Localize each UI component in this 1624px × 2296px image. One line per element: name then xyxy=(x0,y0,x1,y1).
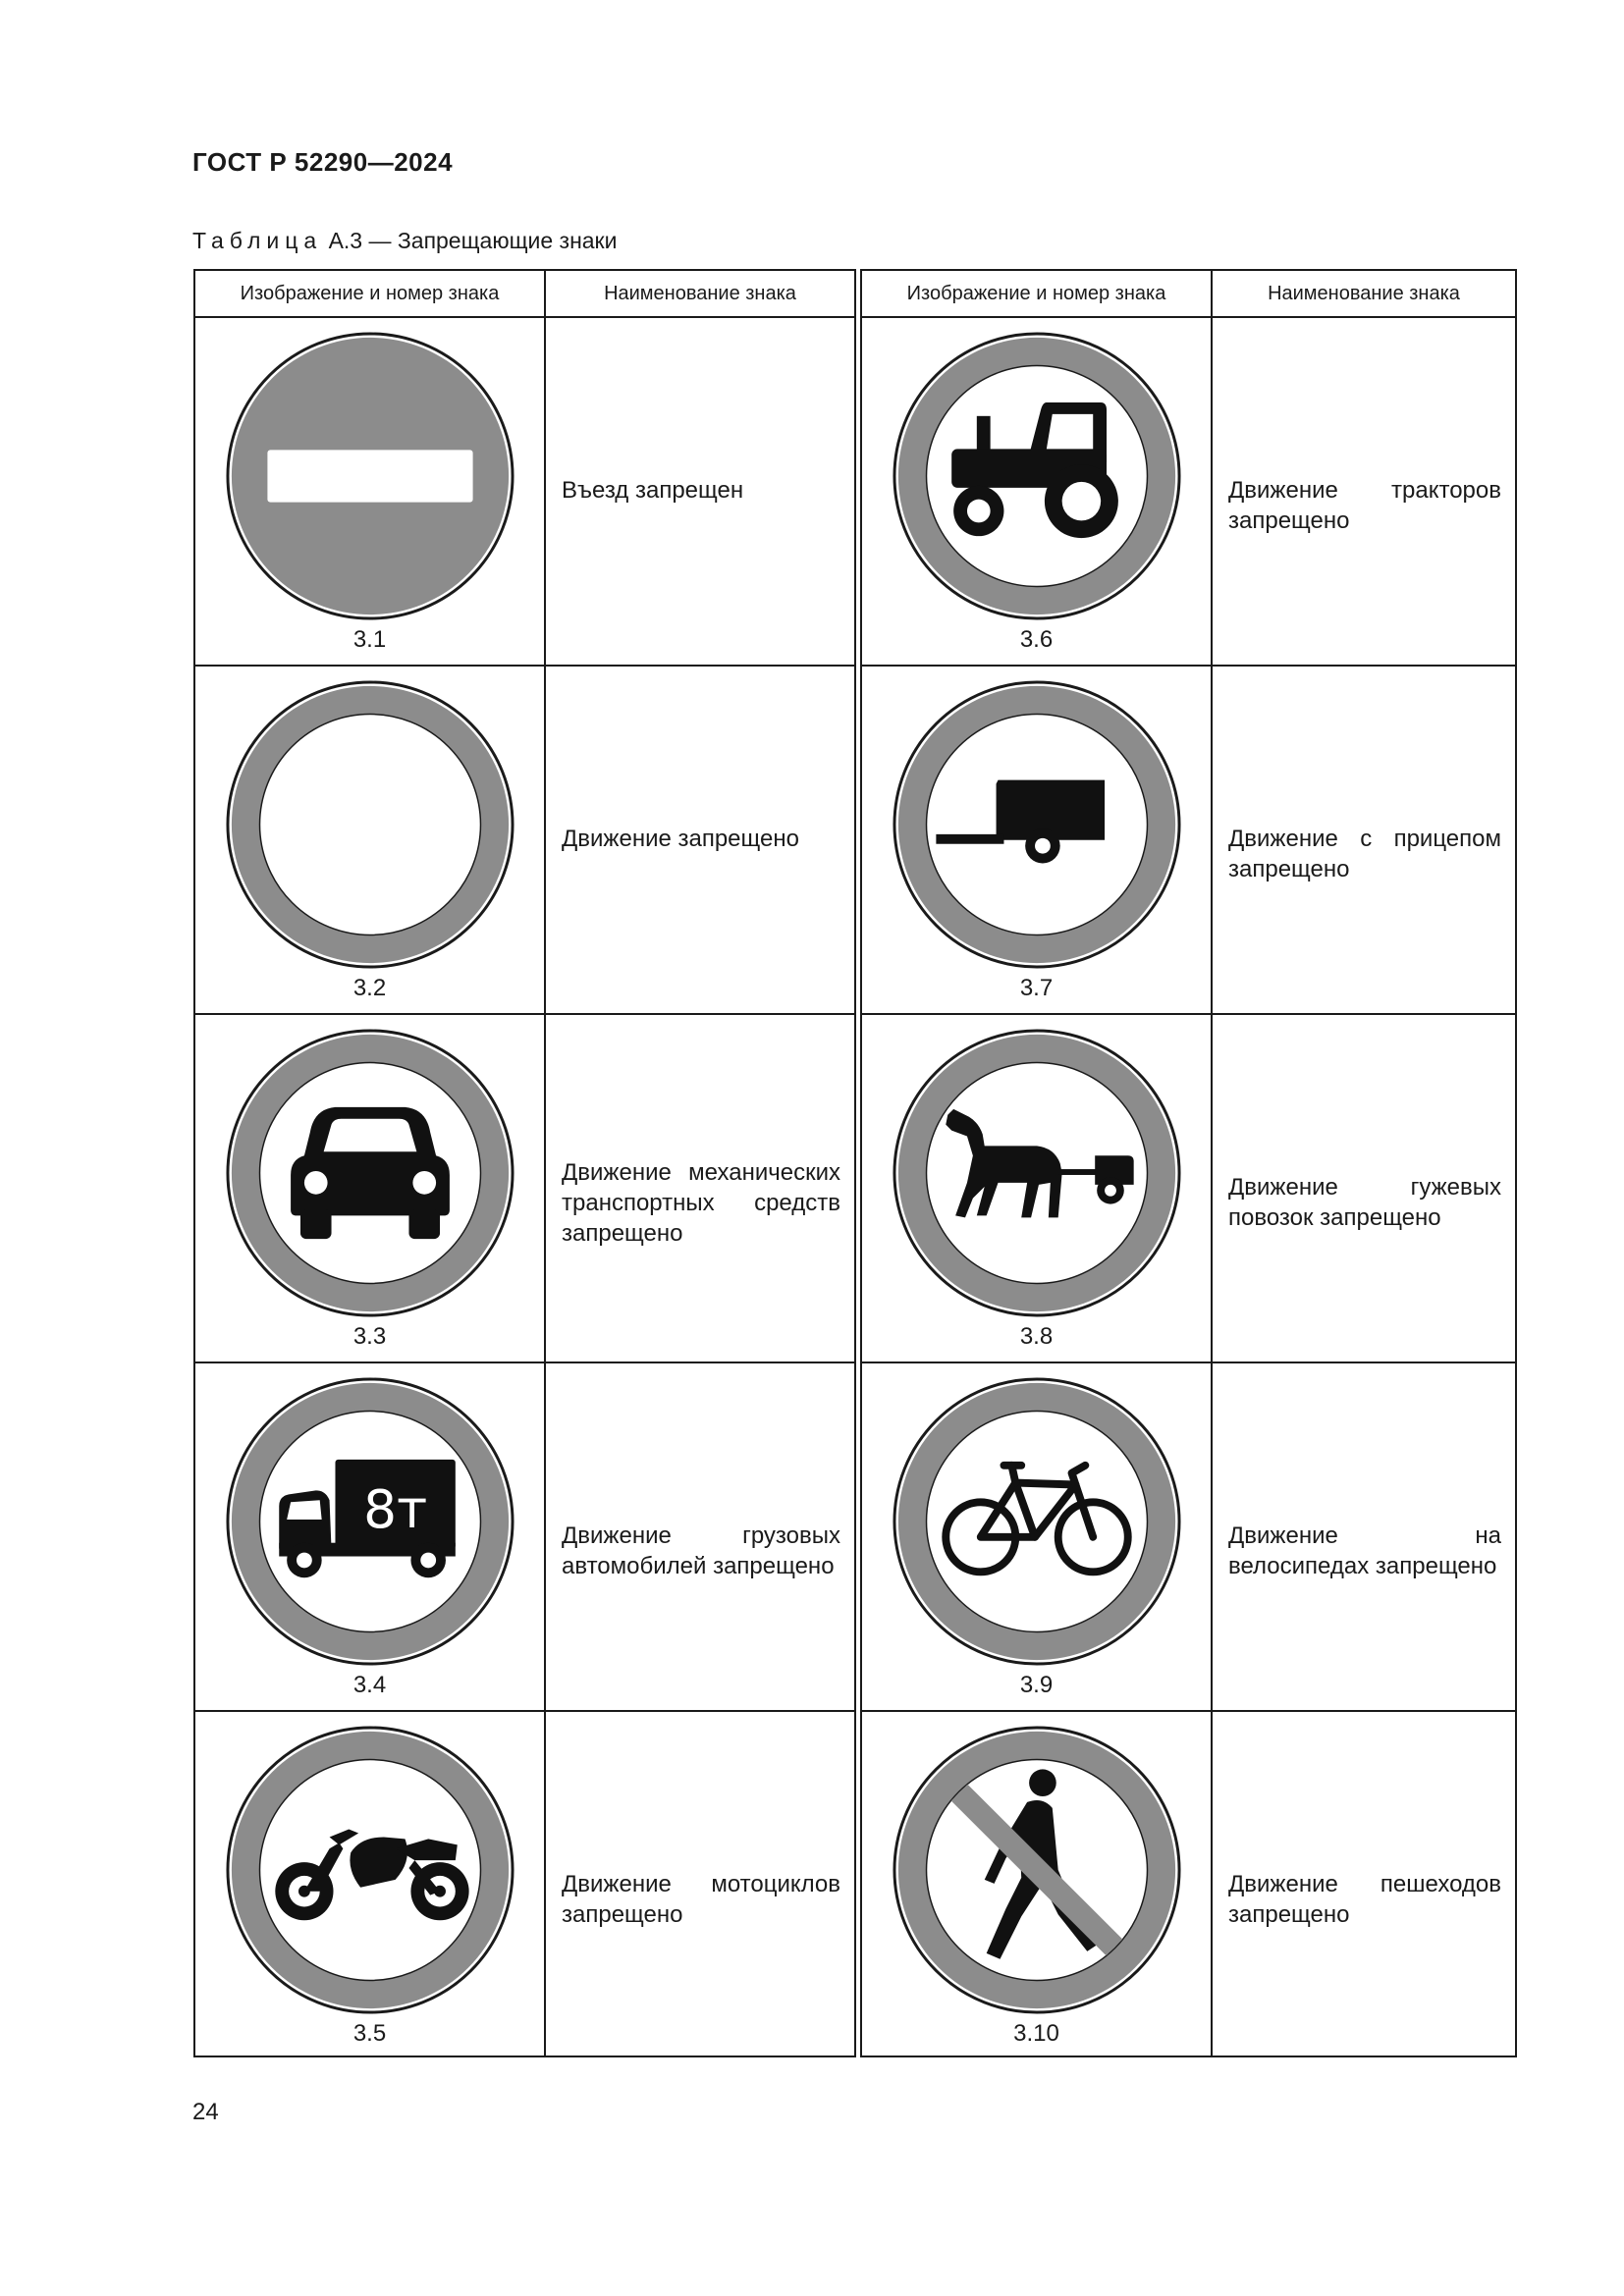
sign-name-cell xyxy=(546,1015,854,1362)
sign-number: 3.1 xyxy=(352,626,387,653)
sign-name: Движение на велосипедах запрещено xyxy=(1228,1522,1501,1579)
table-row xyxy=(862,1363,1515,1712)
table-row xyxy=(195,1363,854,1712)
table-row xyxy=(195,667,854,1015)
table-header-row xyxy=(862,271,1515,318)
page-number: 24 xyxy=(192,2099,219,2125)
sign-name-cell xyxy=(546,318,854,665)
table-row xyxy=(195,1712,854,2060)
horse-cart-icon xyxy=(892,1028,1182,1318)
sign-image-cell xyxy=(195,1363,544,1710)
motorcycle-icon xyxy=(225,1725,515,2015)
table-caption xyxy=(192,228,617,254)
sign-number: 3.10 xyxy=(1013,2020,1059,2047)
header-sign-name: Наименование знака xyxy=(1268,283,1460,304)
table-header-row xyxy=(195,271,854,318)
sign-number: 3.6 xyxy=(1019,626,1054,653)
document-code: ГОСТ Р 52290—2024 xyxy=(192,147,454,177)
sign-name: Движение гужевых повозок запрещено xyxy=(1228,1174,1501,1231)
table-row xyxy=(195,318,854,667)
sign-name-cell xyxy=(1213,667,1515,1013)
table-left-half xyxy=(193,269,856,2057)
header-image-number: Изображение и номер знака xyxy=(906,283,1166,304)
truck-icon xyxy=(225,1376,515,1667)
sign-name: Движение грузовых автомобилей запрещено xyxy=(562,1522,840,1579)
sign-image-cell xyxy=(862,667,1211,1013)
sign-image-cell xyxy=(862,1363,1211,1710)
sign-image-cell xyxy=(862,1712,1211,2058)
header-image-number: Изображение и номер знака xyxy=(240,283,500,304)
table-row xyxy=(862,1712,1515,2060)
car-icon xyxy=(225,1028,515,1318)
trailer-icon xyxy=(892,679,1182,970)
prohibitory-signs-table xyxy=(193,269,1517,2057)
sign-image-cell xyxy=(195,1015,544,1362)
no-entry-icon xyxy=(225,331,515,621)
sign-name-cell xyxy=(546,667,854,1013)
no-vehicles-icon xyxy=(225,679,515,970)
sign-name: Движение с прицепом запрещено xyxy=(1228,826,1501,882)
sign-name-cell xyxy=(546,1363,854,1710)
tractor-icon xyxy=(892,331,1182,621)
sign-name: Движение мотоциклов запрещено xyxy=(562,1871,840,1928)
truck-weight-label: 8т xyxy=(363,1478,428,1540)
table-row xyxy=(862,1015,1515,1363)
table-right-half xyxy=(860,269,1517,2057)
header-sign-name: Наименование знака xyxy=(604,283,796,304)
sign-name: Движение механических транспортных средств запрещено xyxy=(562,1159,840,1247)
caption-title: А.3 — Запрещающие знаки xyxy=(328,228,618,253)
sign-name-cell xyxy=(1213,318,1515,665)
sign-number: 3.2 xyxy=(352,975,387,1001)
sign-image-cell xyxy=(195,1712,544,2058)
table-row xyxy=(862,667,1515,1015)
sign-number: 3.7 xyxy=(1019,975,1054,1001)
sign-name-cell xyxy=(546,1712,854,2058)
sign-name-cell xyxy=(1213,1712,1515,2058)
pedestrian-icon xyxy=(892,1725,1182,2015)
sign-number: 3.4 xyxy=(352,1672,387,1698)
sign-name: Въезд запрещен xyxy=(562,477,744,504)
sign-image-cell xyxy=(862,318,1211,665)
sign-number: 3.9 xyxy=(1019,1672,1054,1698)
sign-name-cell xyxy=(1213,1015,1515,1362)
table-row xyxy=(195,1015,854,1363)
sign-name: Движение тракторов запрещено xyxy=(1228,477,1501,534)
bicycle-icon xyxy=(892,1376,1182,1667)
sign-number: 3.3 xyxy=(352,1323,387,1350)
sign-image-cell xyxy=(195,667,544,1013)
sign-name-cell xyxy=(1213,1363,1515,1710)
sign-image-cell xyxy=(195,318,544,665)
table-row xyxy=(862,318,1515,667)
caption-prefix: Таблица xyxy=(192,228,323,253)
sign-number: 3.5 xyxy=(352,2020,387,2047)
sign-number: 3.8 xyxy=(1019,1323,1054,1350)
sign-image-cell xyxy=(862,1015,1211,1362)
sign-name: Движение запрещено xyxy=(562,826,799,852)
sign-name: Движение пешеходов запрещено xyxy=(1228,1871,1501,1928)
